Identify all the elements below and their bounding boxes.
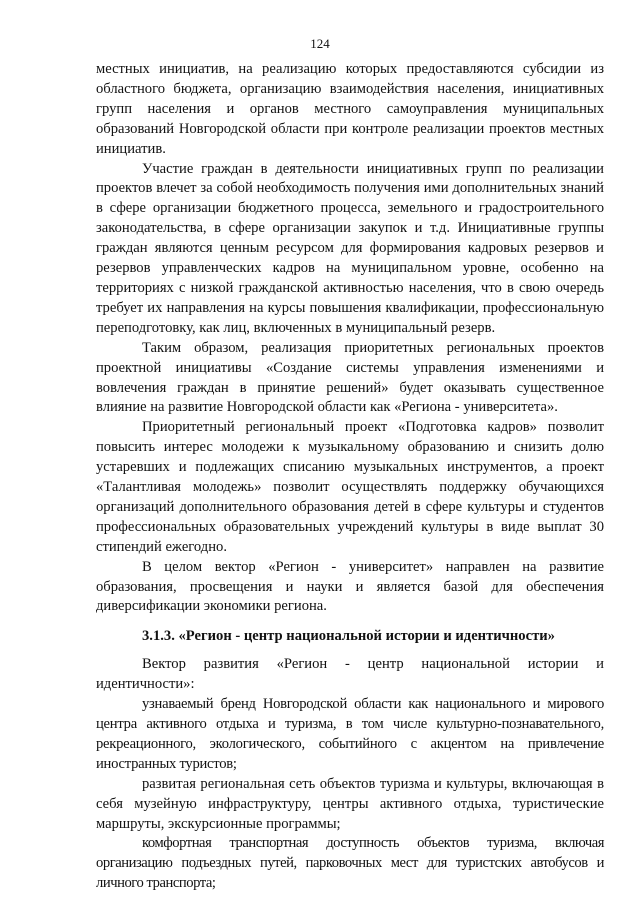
list-item-brand: узнаваемый бренд Новгородской области как национального и мирового центра активного отдыха и туризма, в том числе культурно-познавательного, рекреационного, экологического, событийного с акцентом на привлечение иностранных туристов; bbox=[96, 696, 604, 772]
paragraph-region-university: В целом вектор «Регион - университет» направлен на развитие образования, просвещения и науки и является базой для обеспечения диверсификации экономики региона. bbox=[96, 558, 604, 615]
list-item-transport-access: комфортная транспортная доступность объектов туризма, включая организацию подъездных путей, парковочных мест для туристских автобусов и личного транспорта; bbox=[96, 835, 604, 892]
paragraph-personnel-training: Приоритетный региональный проект «Подготовка кадров» позволит повысить интерес молодежи к музыкальному образованию и снизить долю устаревших и подлежащих списанию музыкальных инструментов, а проект «Талантливая молодежь» позволит осуществлять поддержку обучающихся организаций дополнительного образования детей в сфере культуры и студентов профессиональных образовательных учреждений культуры в виде выплат 30 стипендий ежегодно. bbox=[96, 419, 604, 555]
paragraph-continuation: местных инициатив, на реализацию которых предоставляются субсидии из областного бюджета, организацию взаимодействия населения, инициативных групп населения и органов местного самоуправления муниципальных образований Новгородской области при контроле реализации проектов местных инициатив. bbox=[96, 61, 604, 157]
page-number: 124 bbox=[310, 36, 330, 51]
paragraph-change-management: Таким образом, реализация приоритетных региональных проектов проектной инициативы «Создание системы управления изменениями и вовлечения граждан в принятие решений» будет оказывать существенное влияние на развитие Новгородской области как «Региона - университета». bbox=[96, 339, 604, 416]
page-content bbox=[96, 60, 604, 894]
paragraph-citizen-participation: Участие граждан в деятельности инициативных групп по реализации проектов влечет за собой необходимость получения ими дополнительных знаний в сфере организации бюджетного процесса, земельного и градостроительного законодательства, в сфере организации закупок и т.д. Инициативные группы граждан являются ценным ресурсом для формирования кадровых резервов и резервов управленческих кадров на муниципальном уровне, особенно на территориях с низкой гражданской активностью населения, что в свою очередь требует их направления на курсы повышения квалификации, профессиональную переподготовку, как лиц, включенных в муниципальный резерв. bbox=[96, 160, 604, 336]
section-heading: 3.1.3. «Регион - центр национальной истории и идентичности» bbox=[142, 628, 555, 645]
list-item-tourism-network: развитая региональная сеть объектов туризма и культуры, включающая в себя музейную инфраструктуру, центры активного отдыха, туристические маршруты, экскурсионные программы; bbox=[96, 775, 604, 832]
paragraph-development-vector: Вектор развития «Регион - центр национальной истории и идентичности»: bbox=[96, 656, 604, 693]
